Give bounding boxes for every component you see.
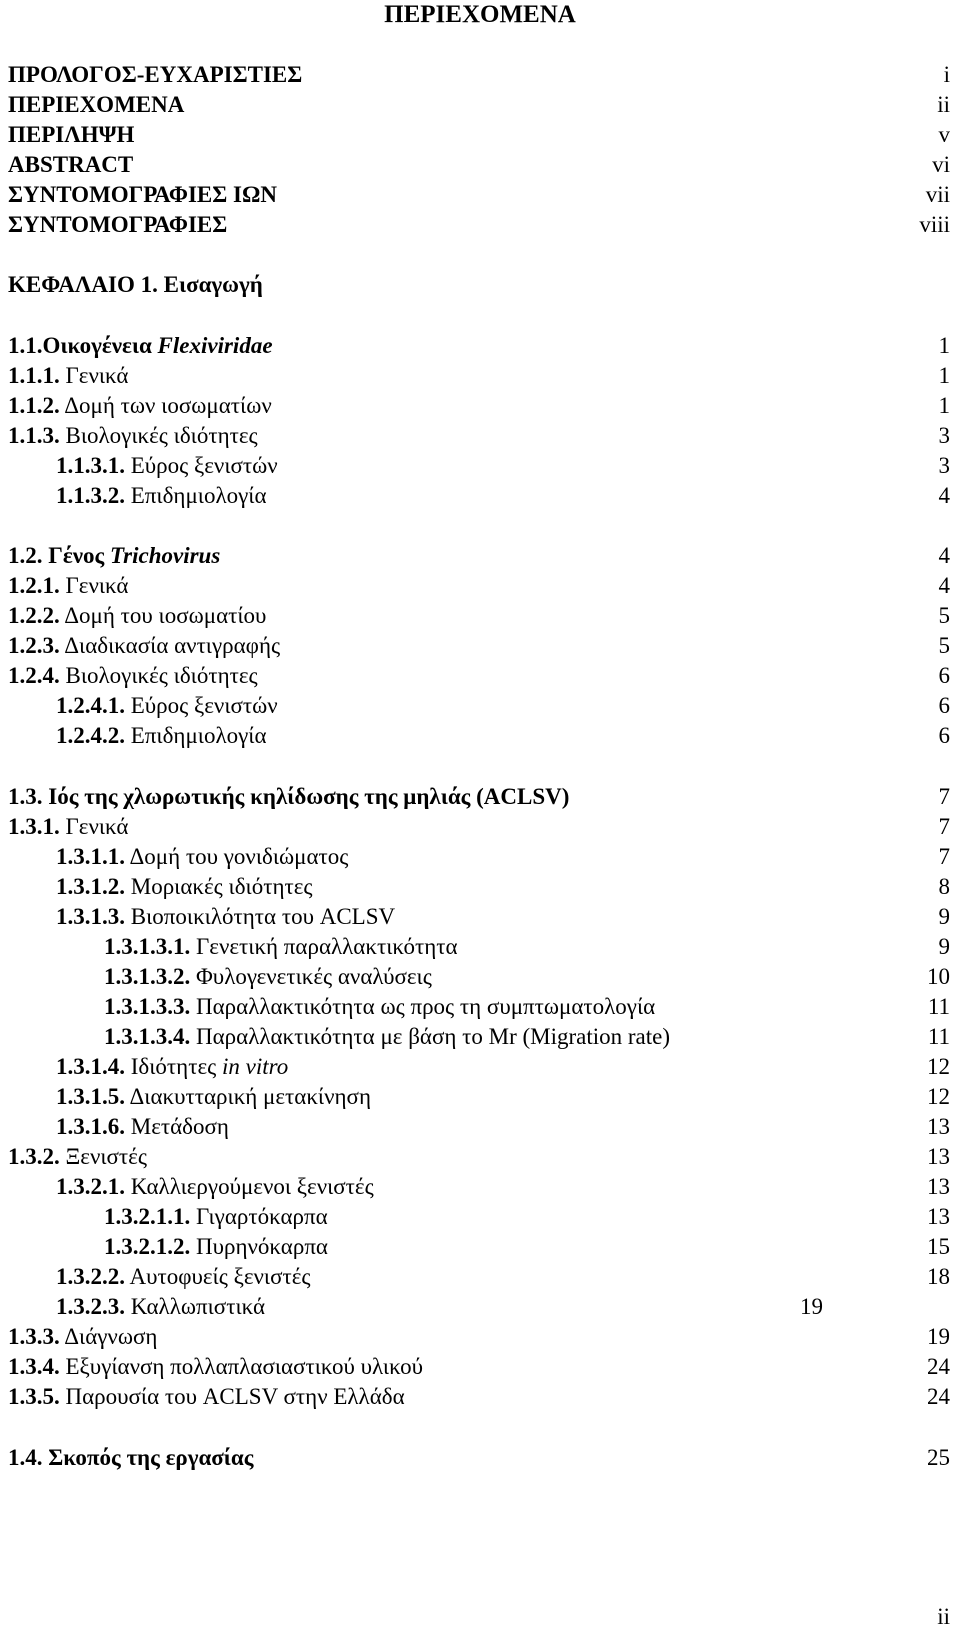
toc-entry-title: Βιολογικές ιδιότητες [65,423,258,448]
toc-entry [56,1262,311,1292]
toc-front-matter-label: ΠΕΡΙΛΗΨΗ [8,122,135,147]
toc-entry-page: 19 [927,1324,950,1349]
toc-entry-title: Διαδικασία αντιγραφής [64,633,281,658]
toc-entry-title: Σκοπός της εργασίας [48,1445,254,1470]
toc-entry-number: 1.3.3. [8,1324,60,1349]
toc-entry [56,1052,288,1082]
toc-entry-title: Διάγνωση [64,1324,158,1349]
toc-entry-title: Φυλογενετικές αναλύσεις [196,964,432,989]
toc-entry [104,962,432,992]
toc-entry [56,902,395,932]
toc-entry-title-italic: in vitro [221,1054,289,1079]
toc-entry-title: Καλλωπιστικά [130,1294,266,1319]
toc-entry-number: 1.2.4. [8,663,60,688]
toc-front-matter-page: i [943,62,950,87]
toc-entry [56,721,267,751]
toc-entry-number: 1.1.1. [8,363,60,388]
toc-entry-title: Ξενιστές [65,1144,147,1169]
toc-entry [56,691,278,721]
toc-entry [8,1352,423,1382]
toc-entry-page: 3 [938,423,950,448]
toc-entry-number: 1.3.2.1. [56,1174,125,1199]
toc-entry-page: 13 [927,1204,950,1229]
toc-entry-title: Παραλλακτικότητα ως προς τη συμπτωματολογία [196,994,656,1019]
toc-entry-number: 1.3.1.1. [56,844,125,869]
toc-entry [8,1322,157,1352]
toc-entry-number: 1.3.2. [8,1144,60,1169]
toc-entry [56,1082,371,1112]
toc-entry-page: 12 [927,1054,950,1079]
toc-entry-title: Γενικά [65,814,129,839]
toc-entry-page: 1 [938,363,950,388]
toc-entry-page: 7 [938,814,950,839]
toc-entry [8,631,280,661]
toc-front-matter-page: ii [937,92,950,117]
toc-entry-title: Βιοποικιλότητα του ACLSV [130,904,396,929]
toc-entry-number: 1.3.1.3.2. [104,964,191,989]
toc-entry-title: Μετάδοση [130,1114,229,1139]
toc-entry-number: 1.1.3.2. [56,483,125,508]
toc-entry [8,361,128,391]
toc-entry-title: Παραλλακτικότητα με βάση το Mr (Migration rate) [196,1024,671,1049]
toc-entry-title: Ιδιότητες [130,1054,222,1079]
toc-entry [56,842,348,872]
toc-entry [8,661,258,691]
toc-entry-number: 1.2.4.1. [56,693,125,718]
toc-front-matter-label: ΠΕΡΙΕΧΟΜΕΝΑ [8,92,185,117]
toc-entry-title: Γιγαρτόκαρπα [196,1204,328,1229]
toc-entry [56,1112,229,1142]
toc-entry-page: 7 [938,844,950,869]
toc-entry-page: 9 [938,904,950,929]
toc-entry-number: 1.4. [8,1445,43,1470]
toc-front-matter-page: vi [932,152,950,177]
toc-front-matter-label: ΣΥΝΤΟΜΟΓΡΑΦΙΕΣ ΙΩΝ [8,182,278,207]
toc-entry-number: 1.3.1.4. [56,1054,125,1079]
toc-front-matter-label: ΠΡΟΛΟΓΟΣ-ΕΥΧΑΡΙΣΤΙΕΣ [8,62,303,87]
toc-entry-page: 19 [800,1294,823,1319]
toc-entry-title: Γενικά [65,573,129,598]
toc-entry [8,541,220,571]
toc-entry-number: 1.1. [8,333,43,358]
toc-entry [8,421,258,451]
toc-entry-title: Εύρος ξενιστών [130,693,278,718]
toc-entry-number: 1.1.2. [8,393,60,418]
toc-entry [8,1382,405,1412]
toc-entry-page: 11 [927,994,950,1019]
toc-entry [56,1292,265,1322]
toc-entry-number: 1.3.1.3.3. [104,994,191,1019]
toc-entry-number: 1.3.4. [8,1354,60,1379]
toc-entry-title: Ιός της χλωρωτικής κηλίδωσης της μηλιάς (ACLSV) [48,784,570,809]
toc-entry-page: 12 [927,1084,950,1109]
toc-entry [104,932,458,962]
toc-entry-number: 1.3.1.2. [56,874,125,899]
toc-entry [104,992,655,1022]
toc-entry-title: Πυρηνόκαρπα [196,1234,328,1259]
toc-entry-number: 1.2.2. [8,603,60,628]
toc-entry [8,571,128,601]
toc-entry-title: Δομή του ιοσωματίου [64,603,267,628]
chapter-heading: ΚΕΦΑΛΑΙΟ 1. Εισαγωγή [8,272,263,297]
toc-entry-number: 1.3.2.1.1. [104,1204,191,1229]
toc-entry-title: Δομή των ιοσωματίων [64,393,272,418]
page-number-footer: ii [937,1604,950,1629]
toc-entry-number: 1.3.2.2. [56,1264,125,1289]
toc-entry-title: Γενικά [65,363,129,388]
toc-entry-page: 7 [938,784,950,809]
toc-entry-page: 13 [927,1174,950,1199]
toc-entry-number: 1.3.1. [8,814,60,839]
toc-entry-title: Αυτοφυείς ξενιστές [129,1264,311,1289]
toc-entry-page: 5 [938,603,950,628]
toc-entry-number: 1.2.4.2. [56,723,125,748]
toc-entry [8,331,273,361]
toc-entry [56,451,278,481]
toc-entry-title: Γένος [48,543,110,568]
toc-entry-title: Εξυγίανση πολλαπλασιαστικού υλικού [65,1354,424,1379]
toc-entry-number: 1.1.3. [8,423,60,448]
toc-entry-page: 13 [927,1144,950,1169]
toc-front-matter-label: ΣΥΝΤΟΜΟΓΡΑΦΙΕΣ [8,212,228,237]
toc-entry-title: Βιολογικές ιδιότητες [65,663,258,688]
toc-entry-page: 4 [938,483,950,508]
toc-entry-title: Εύρος ξενιστών [130,453,278,478]
toc-entry-number: 1.3.5. [8,1384,60,1409]
toc-entry [56,872,313,902]
page-title: ΠΕΡΙΕΧΟΜΕΝΑ [384,1,576,28]
toc-entry-title: Γενετική παραλλακτικότητα [196,934,458,959]
toc-entry-page: 25 [927,1445,950,1470]
toc-entry [8,1142,147,1172]
toc-front-matter-page: v [938,122,950,147]
toc-entry-title: Δομή του γονιδιώματος [129,844,349,869]
toc-entry-page: 1 [938,333,950,358]
toc-entry-number: 1.3.1.5. [56,1084,125,1109]
toc-entry-title: Μοριακές ιδιότητες [130,874,313,899]
toc-front-matter-page: vii [925,182,950,207]
toc-entry-page: 3 [938,453,950,478]
toc-entry-page: 6 [938,663,950,688]
toc-entry-title-italic: Trichovirus [109,543,221,568]
toc-entry-page: 4 [938,573,950,598]
toc-entry [56,1172,374,1202]
toc-entry-title: Οικογένεια [42,333,158,358]
toc-entry-title: Επιδημιολογία [130,723,267,748]
toc-entry-number: 1.2.3. [8,633,60,658]
toc-entry-number: 1.3.1.3. [56,904,125,929]
toc-entry-page: 4 [938,543,950,568]
toc-entry [104,1022,670,1052]
toc-entry-number: 1.3.1.6. [56,1114,125,1139]
toc-entry-page: 13 [927,1114,950,1139]
toc-entry-page: 24 [927,1354,950,1379]
toc-entry [104,1232,328,1262]
toc-entry-number: 1.3.1.3.4. [104,1024,191,1049]
toc-entry-title: Παρουσία του ACLSV στην Ελλάδα [65,1384,405,1409]
toc-entry-title-italic: Flexiviridae [157,333,273,358]
toc-entry-page: 18 [927,1264,950,1289]
toc-entry-page: 9 [938,934,950,959]
toc-entry [8,1443,253,1473]
toc-entry-page: 6 [938,693,950,718]
toc-entry-number: 1.3.2.3. [56,1294,125,1319]
toc-entry [104,1202,328,1232]
toc-entry-number: 1.2. [8,543,43,568]
toc-entry-number: 1.3.2.1.2. [104,1234,191,1259]
toc-entry-number: 1.3. [8,784,43,809]
toc-entry-number: 1.2.1. [8,573,60,598]
toc-entry-page: 15 [927,1234,950,1259]
toc-front-matter-page: viii [919,212,950,237]
toc-front-matter-label: ABSTRACT [8,152,134,177]
toc-entry-title: Καλλιεργούμενοι ξενιστές [130,1174,374,1199]
toc-entry [8,782,569,812]
toc-entry-page: 6 [938,723,950,748]
toc-entry-page: 10 [927,964,950,989]
toc-entry-page: 1 [938,393,950,418]
toc-entry-number: 1.1.3.1. [56,453,125,478]
toc-entry-page: 5 [938,633,950,658]
toc-entry-title: Διακυτταρική μετακίνηση [129,1084,371,1109]
toc-entry-title: Επιδημιολογία [130,483,267,508]
toc-entry [8,812,128,842]
toc-entry-page: 8 [938,874,950,899]
toc-entry [8,601,266,631]
toc-entry [56,481,267,511]
toc-entry-page: 24 [927,1384,950,1409]
toc-entry-page: 11 [927,1024,950,1049]
toc-entry [8,391,272,421]
toc-entry-number: 1.3.1.3.1. [104,934,191,959]
